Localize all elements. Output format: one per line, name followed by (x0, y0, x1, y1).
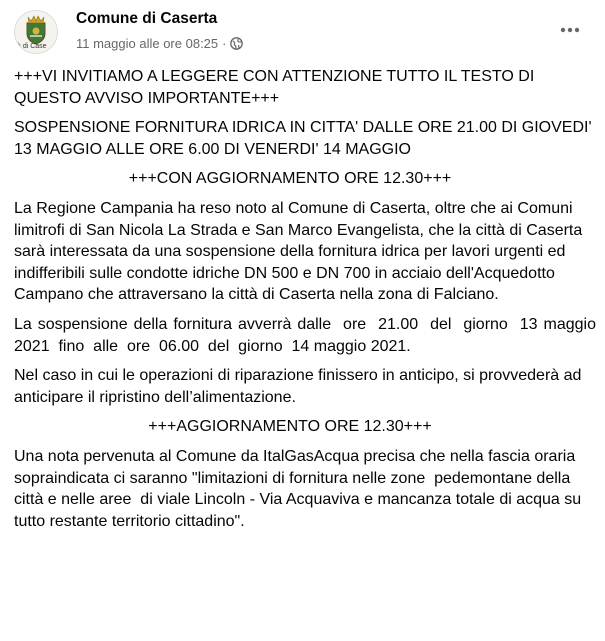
post-body (14, 66, 605, 540)
post-paragraph-6: Nel caso in cui le operazioni di riparazione finissero in anticipo, si provvederà ad anticipare il ripristino dell’alimentazione. (14, 367, 582, 406)
post-header (14, 8, 594, 58)
post-meta (76, 36, 243, 51)
post-timestamp[interactable]: 11 maggio alle ore 08:25 (76, 36, 219, 51)
globe-icon[interactable] (230, 37, 243, 50)
avatar[interactable] (14, 10, 58, 54)
post-paragraph-2: SOSPENSIONE FORNITURA IDRICA IN CITTA' DALLE ORE 21.00 DI GIOVEDI' 13 MAGGIO ALLE ORE 6.00 DI VENERDI' 14 MAGGIO (14, 119, 592, 158)
post-paragraph-3: +++CON AGGIORNAMENTO ORE 12.30+++ (128, 170, 452, 188)
post-paragraph-1: +++VI INVITIAMO A LEGGERE CON ATTENZIONE TUTTO IL TESTO DI QUESTO AVVISO IMPORTANTE+++ (14, 68, 535, 107)
more-options-button[interactable] (554, 14, 586, 46)
post-paragraph-5: La sospensione della fornitura avverrà dalle ore 21.00 del giorno 13 maggio 2021 fino alle ore 06.00 del giorno 14 maggio 2021. (14, 315, 605, 355)
post-paragraph-7: +++AGGIORNAMENTO ORE 12.30+++ (148, 418, 432, 436)
post-paragraph-4: La Regione Campania ha reso noto al Comune di Caserta, oltre che ai Comuni limitrofi di San Nicola La Strada e San Marco Evangelista, che la città di Caserta sarà interessata da una sospensione della fornitura idrica per lavori urgenti ed indifferibili sulle condotte idriche DN 500 e DN 700 in acciaio dell'Acquedotto Campano che attraversano la città di Caserta nella zona di Falciano. (14, 199, 583, 304)
avatar-caption: à di Case (17, 43, 47, 50)
page-name[interactable]: Comune di Caserta (76, 10, 218, 27)
post-paragraph-8: Una nota pervenuta al Comune da ItalGasAcqua precisa che nella fascia oraria sopraindicata ci saranno "limitazioni di fornitura nelle zone pedemontane della città e nelle aree di viale Lincoln - Via Acquaviva e mancanza totale di acqua su tutto restante territorio cittadino". (14, 447, 586, 530)
more-horizontal-icon (560, 27, 580, 33)
meta-separator: · (222, 36, 227, 51)
